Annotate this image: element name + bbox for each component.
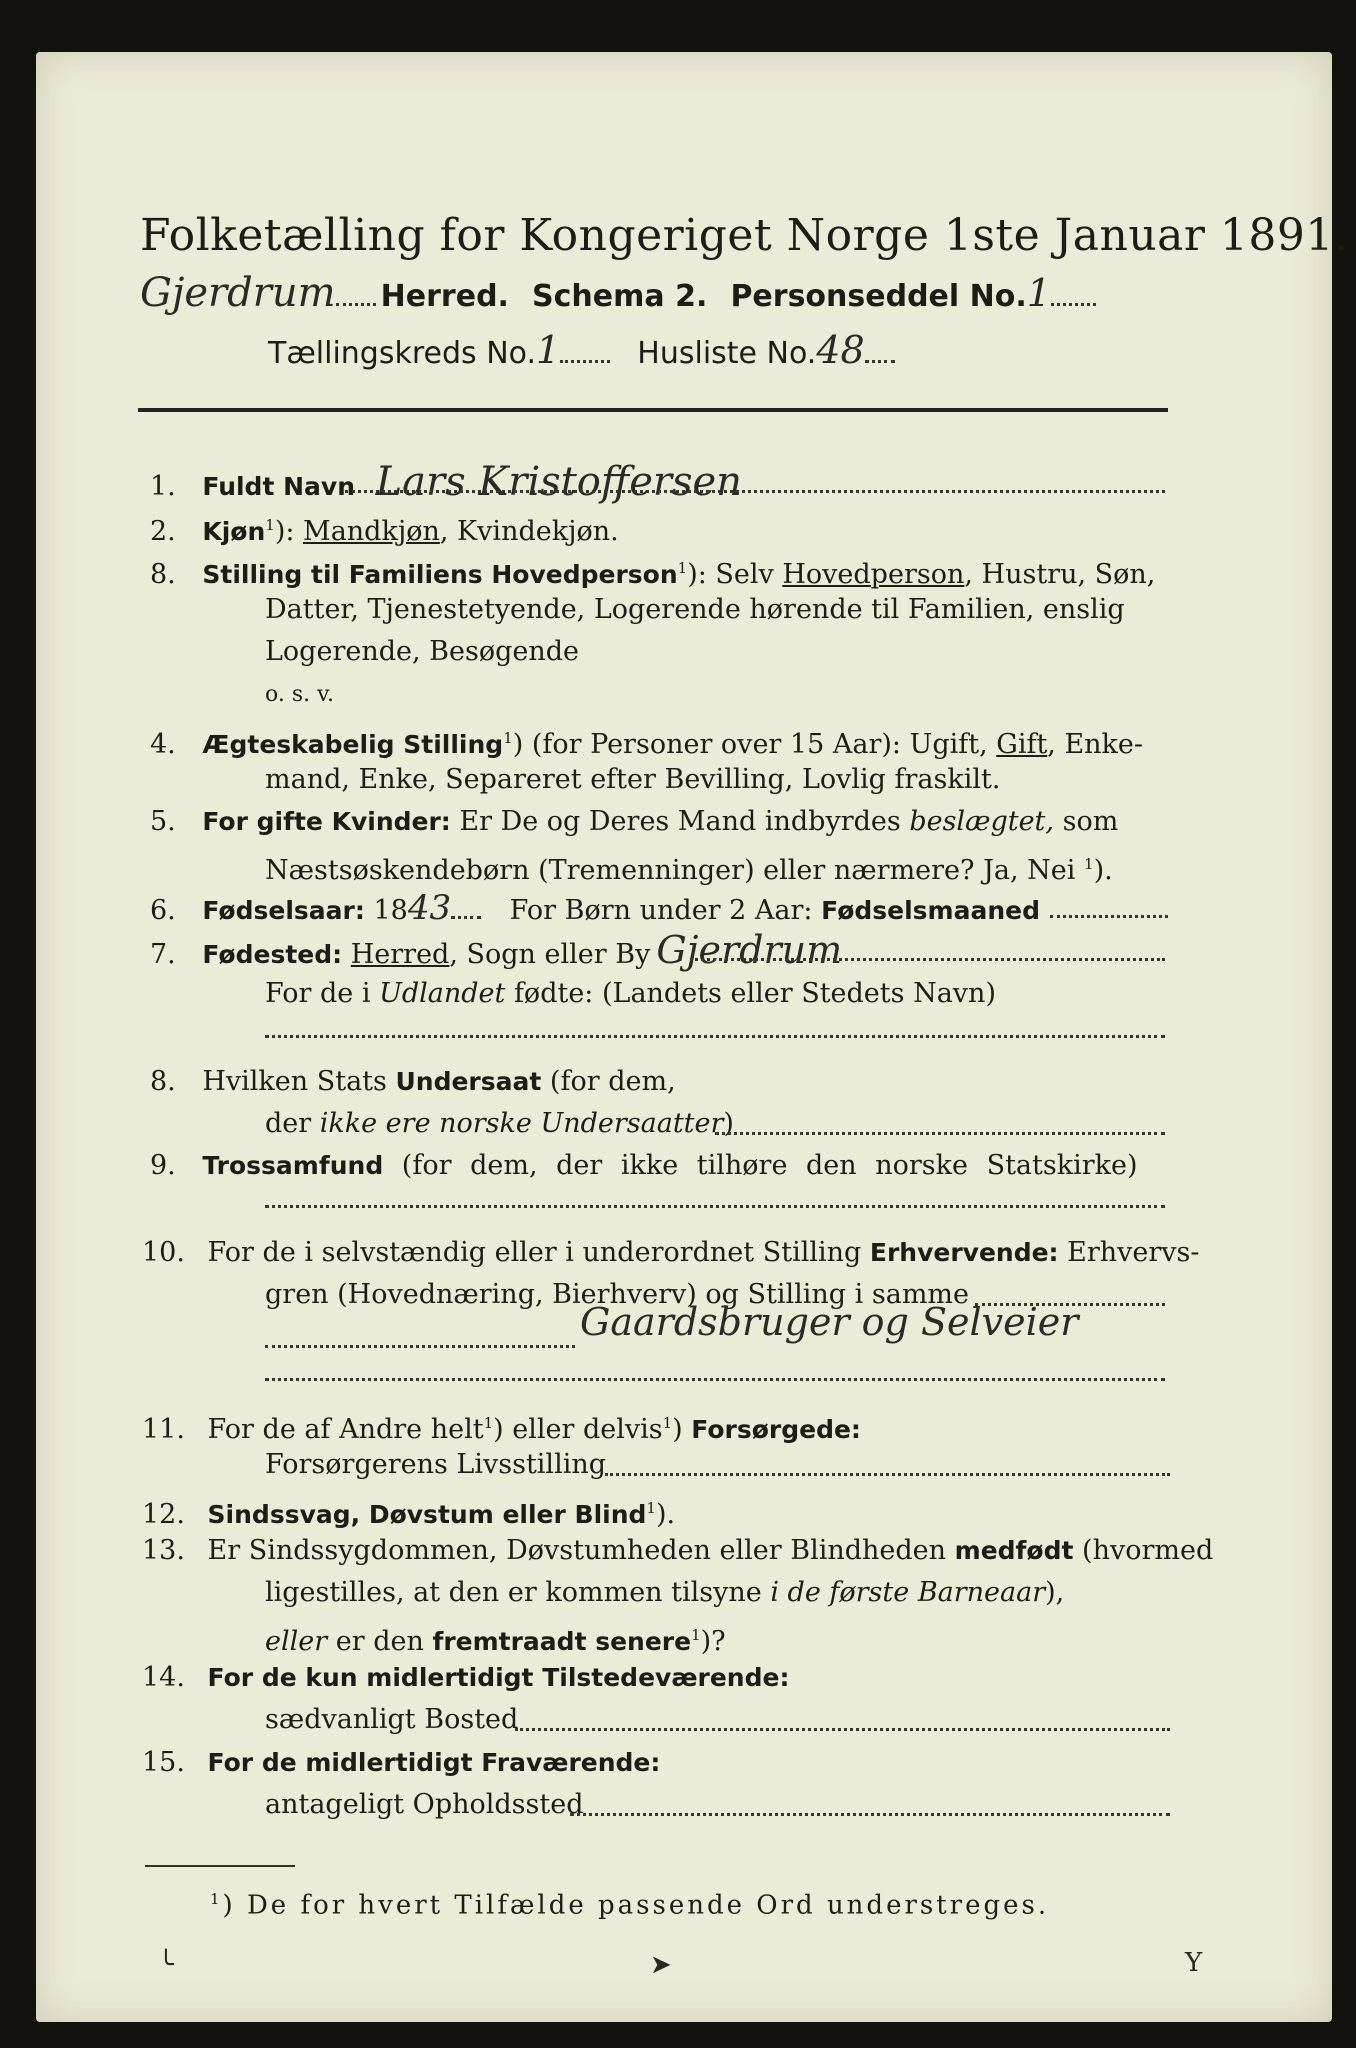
item-1: 1. Fuldt Navn Lars Kristoffersen <box>150 459 742 505</box>
kreds-label: Tællingskreds No. <box>268 336 536 371</box>
item-12: 12. Sindssvag, Døvstum eller Blind$^1$). <box>142 1499 676 1530</box>
item-14: 14. For de kun midlertidigt Tilstedeværende: <box>142 1662 790 1693</box>
item-13-line-3: eller er den fremtraadt senere$^1$)? <box>265 1626 726 1657</box>
item-7-line-2: For de i Udlandet fødte: (Landets eller Stedets Navn) <box>265 978 996 1009</box>
herred-label: Herred. <box>380 279 509 314</box>
fodested-selected: Herred <box>350 939 450 970</box>
header-line-2 <box>268 328 895 372</box>
fuldt-navn-value: Lars Kristoffersen <box>375 459 742 505</box>
item-6: 6. Fødselsaar: 1843 For Børn under 2 Aar: Fødselsmaaned <box>150 888 1040 928</box>
item-11-line-2: Forsørgerens Livsstilling <box>265 1449 607 1480</box>
item-15-line-2: antageligt Opholdssted <box>265 1789 584 1820</box>
kreds-value: 1 <box>536 328 561 372</box>
fodselsaar-value: 43 <box>407 888 452 928</box>
item-10: 10. For de i selvstændig eller i underordnet Stilling Erhvervende: Erhvervs- <box>142 1237 1200 1268</box>
husliste-label: Husliste No. <box>637 336 817 371</box>
item-5: 5. For gifte Kvinder: Er De og Deres Mand indbyrdes beslægtet, som <box>150 806 1119 837</box>
center-mark-icon: ➤ <box>650 1950 672 1980</box>
personseddel-label: Personseddel No. <box>730 279 1027 314</box>
item-3: 8. Stilling til Familiens Hovedperson$^1$): Selv Hovedperson, Hustru, Søn, <box>150 559 1156 590</box>
header-line-1 <box>140 270 1096 316</box>
kjon-selected: Mandkjøn <box>303 516 440 547</box>
item-11: 11. For de af Andre helt$^1$) eller delvis$^1$) Forsørgede: <box>142 1414 861 1445</box>
item-8: 8. Hvilken Stats Undersaat (for dem, <box>150 1066 676 1097</box>
item-10-line-2: gren (Hovednæring, Bierhverv) og Stilling i samme <box>265 1279 970 1310</box>
stilling-selected: Hovedperson <box>782 559 965 590</box>
corner-mark-right-icon: Y <box>1185 1948 1203 1978</box>
item-15: 15. For de midlertidigt Fraværende: <box>142 1747 661 1778</box>
footnote: $^1$) De for hvert Tilfælde passende Ord understreges. <box>210 1890 1050 1921</box>
item-14-line-2: sædvanligt Bosted <box>265 1704 519 1735</box>
fodested-value: Gjerdrum <box>656 928 843 972</box>
item-7: 7. Fødested: Herred, Sogn eller By Gjerdrum <box>150 928 843 972</box>
fuldt-navn-label: Fuldt Navn <box>202 472 355 501</box>
erhverv-value: Gaardsbruger og Selveier <box>580 1300 1079 1344</box>
item-3-line-2: Datter, Tjenestetyende, Logerende hørende til Familien, enslig <box>265 594 1125 625</box>
item-2: 2. Kjøn$^1$): Mandkjøn, Kvindekjøn. <box>150 516 619 547</box>
schema-label: Schema 2. <box>532 279 708 314</box>
aegteskab-selected: Gift <box>996 729 1048 760</box>
footnote-rule <box>145 1865 295 1867</box>
corner-mark-left-icon: ╰ <box>158 1950 174 1980</box>
item-3-line-3: Logerende, Besøgende <box>265 636 579 667</box>
item-3-line-4: o. s. v. <box>265 682 334 707</box>
item-13: 13. Er Sindssygdommen, Døvstumheden eller Blindheden medfødt (hvormed <box>142 1535 1214 1566</box>
form-title: Folketælling for Kongeriget Norge 1ste Januar 1891. <box>140 210 1349 261</box>
item-8-line-2: der ikke ere norske Undersaatter) <box>265 1108 734 1139</box>
herred-value: Gjerdrum <box>140 270 336 316</box>
personseddel-value: 1 <box>1026 271 1051 315</box>
item-4-line-2: mand, Enke, Separeret efter Bevilling, Lovlig fraskilt. <box>265 764 1001 795</box>
item-13-line-2: ligestilles, at den er kommen tilsyne i de første Barneaar), <box>265 1577 1065 1608</box>
item-5-line-2: Næstsøskendebørn (Tremenninger) eller nærmere? Ja, Nei $^1$). <box>265 855 1113 886</box>
header-divider <box>138 408 1168 412</box>
husliste-value: 48 <box>816 328 865 372</box>
item-9: 9. Trossamfund (for dem, der ikke tilhøre den norske Statskirke) <box>150 1150 1138 1181</box>
item-4: 4. Ægteskabelig Stilling$^1$) (for Personer over 15 Aar): Ugift, Gift, Enke- <box>150 729 1144 760</box>
